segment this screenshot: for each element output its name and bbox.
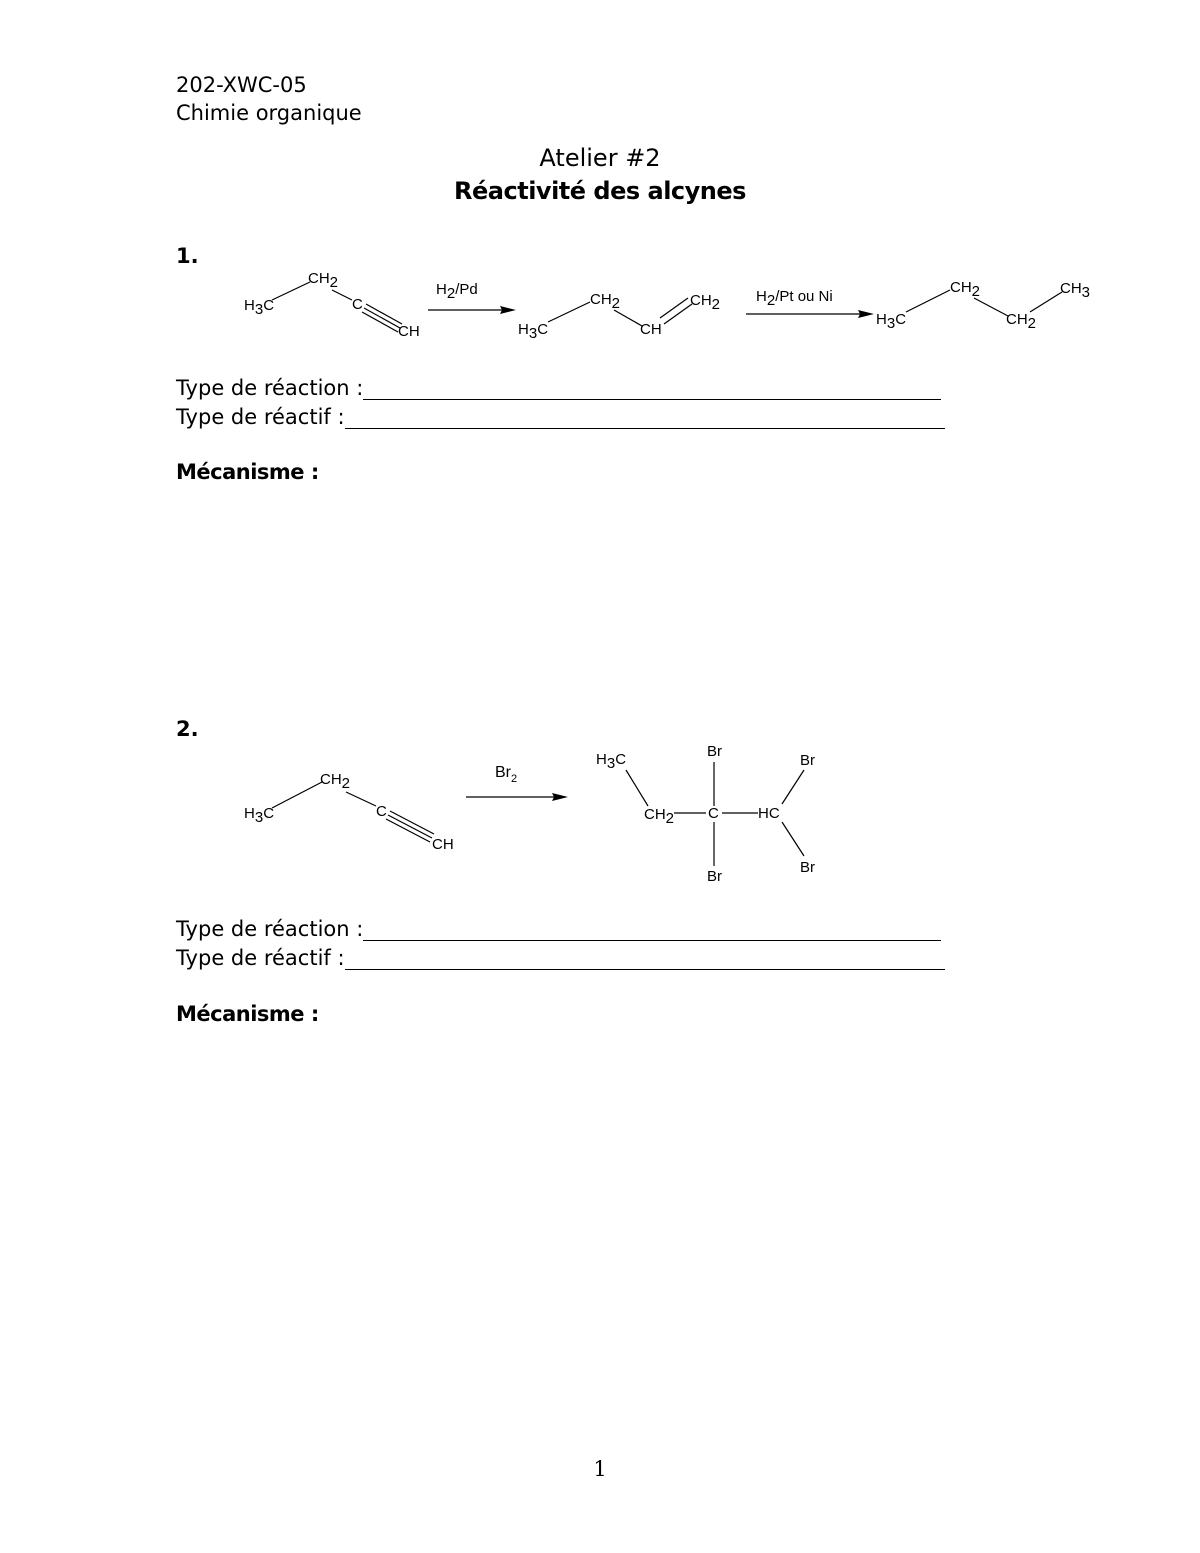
reagent-h2-pt-ni: H2/Pt ou Ni: [756, 288, 833, 309]
reagent-h2-pd: H2/Pd: [436, 281, 478, 302]
reagent-br2: $Br_2$: [495, 764, 518, 785]
atom-c: C: [352, 296, 363, 313]
atom-ch3: CH3: [1060, 280, 1091, 301]
q1-mechanism-answer-area[interactable]: [176, 492, 946, 682]
q2-mechanism-answer-area[interactable]: [176, 1034, 946, 1414]
page-number: 1: [593, 1457, 607, 1481]
atom-ch2: CH2: [308, 270, 339, 291]
question-2-number: 2.: [176, 717, 199, 741]
q1-reagent-type-field[interactable]: [176, 403, 945, 429]
atom-ch2: CH2: [590, 291, 621, 312]
q2-product-molecule: [596, 743, 815, 885]
atom-ch: CH: [398, 323, 420, 340]
q1-reaction-type-field[interactable]: [176, 374, 941, 400]
atom-h3c: H3C: [244, 297, 275, 318]
atom-ch2-terminal: CH2: [690, 292, 721, 313]
atom-h3c: H3C: [244, 805, 275, 826]
q1-arrow-1: [428, 281, 516, 314]
q1-start-molecule: [244, 270, 420, 340]
q2-reagent-type-answer-line[interactable]: [345, 949, 945, 970]
q2-arrow: [466, 764, 568, 801]
atom-c-central: C: [708, 805, 719, 822]
q1-reagent-type-answer-line[interactable]: [345, 408, 945, 429]
q2-reaction-type-label: Type de réaction :: [176, 917, 364, 941]
q1-mechanism-label: Mécanisme :: [176, 460, 319, 484]
atom-h3c: H3C: [518, 321, 549, 342]
q1-product-molecule: [876, 279, 1090, 332]
page-title: Atelier #2: [539, 144, 661, 172]
q2-reagent-type-field[interactable]: [176, 944, 945, 970]
q1-intermediate-molecule: [518, 291, 720, 342]
atom-hc: HC: [758, 805, 780, 822]
atom-ch2: CH2: [950, 279, 981, 300]
q2-reagent-type-label: Type de réactif :: [176, 946, 345, 970]
atom-c: C: [376, 803, 387, 820]
page-subtitle: Réactivité des alcynes: [454, 177, 746, 205]
course-code: 202-XWC-05: [176, 73, 307, 97]
atom-br-bottom: Br: [707, 868, 722, 885]
atom-br-top: Br: [707, 743, 722, 760]
atom-ch2-2: CH2: [1006, 311, 1037, 332]
atom-br-upper-right: Br: [800, 752, 815, 769]
atom-ch2: CH2: [320, 771, 351, 792]
q2-reaction-type-answer-line[interactable]: [363, 920, 941, 941]
question-1-number: 1.: [176, 244, 199, 268]
atom-ch2: CH2: [644, 806, 675, 827]
q1-reaction-type-answer-line[interactable]: [363, 379, 941, 400]
q2-start-molecule: [244, 771, 454, 853]
q1-arrow-2: [746, 288, 874, 318]
atom-ch: CH: [640, 321, 662, 338]
q2-mechanism-label: Mécanisme :: [176, 1002, 319, 1026]
q1-reagent-type-label: Type de réactif :: [176, 405, 345, 429]
atom-br-lower-right: Br: [800, 859, 815, 876]
q2-reaction-type-field[interactable]: [176, 915, 941, 941]
atom-h3c: H3C: [596, 751, 627, 772]
atom-ch: CH: [432, 836, 454, 853]
course-name: Chimie organique: [176, 101, 362, 125]
atom-h3c: H3C: [876, 311, 907, 332]
q1-reaction-type-label: Type de réaction :: [176, 376, 364, 400]
